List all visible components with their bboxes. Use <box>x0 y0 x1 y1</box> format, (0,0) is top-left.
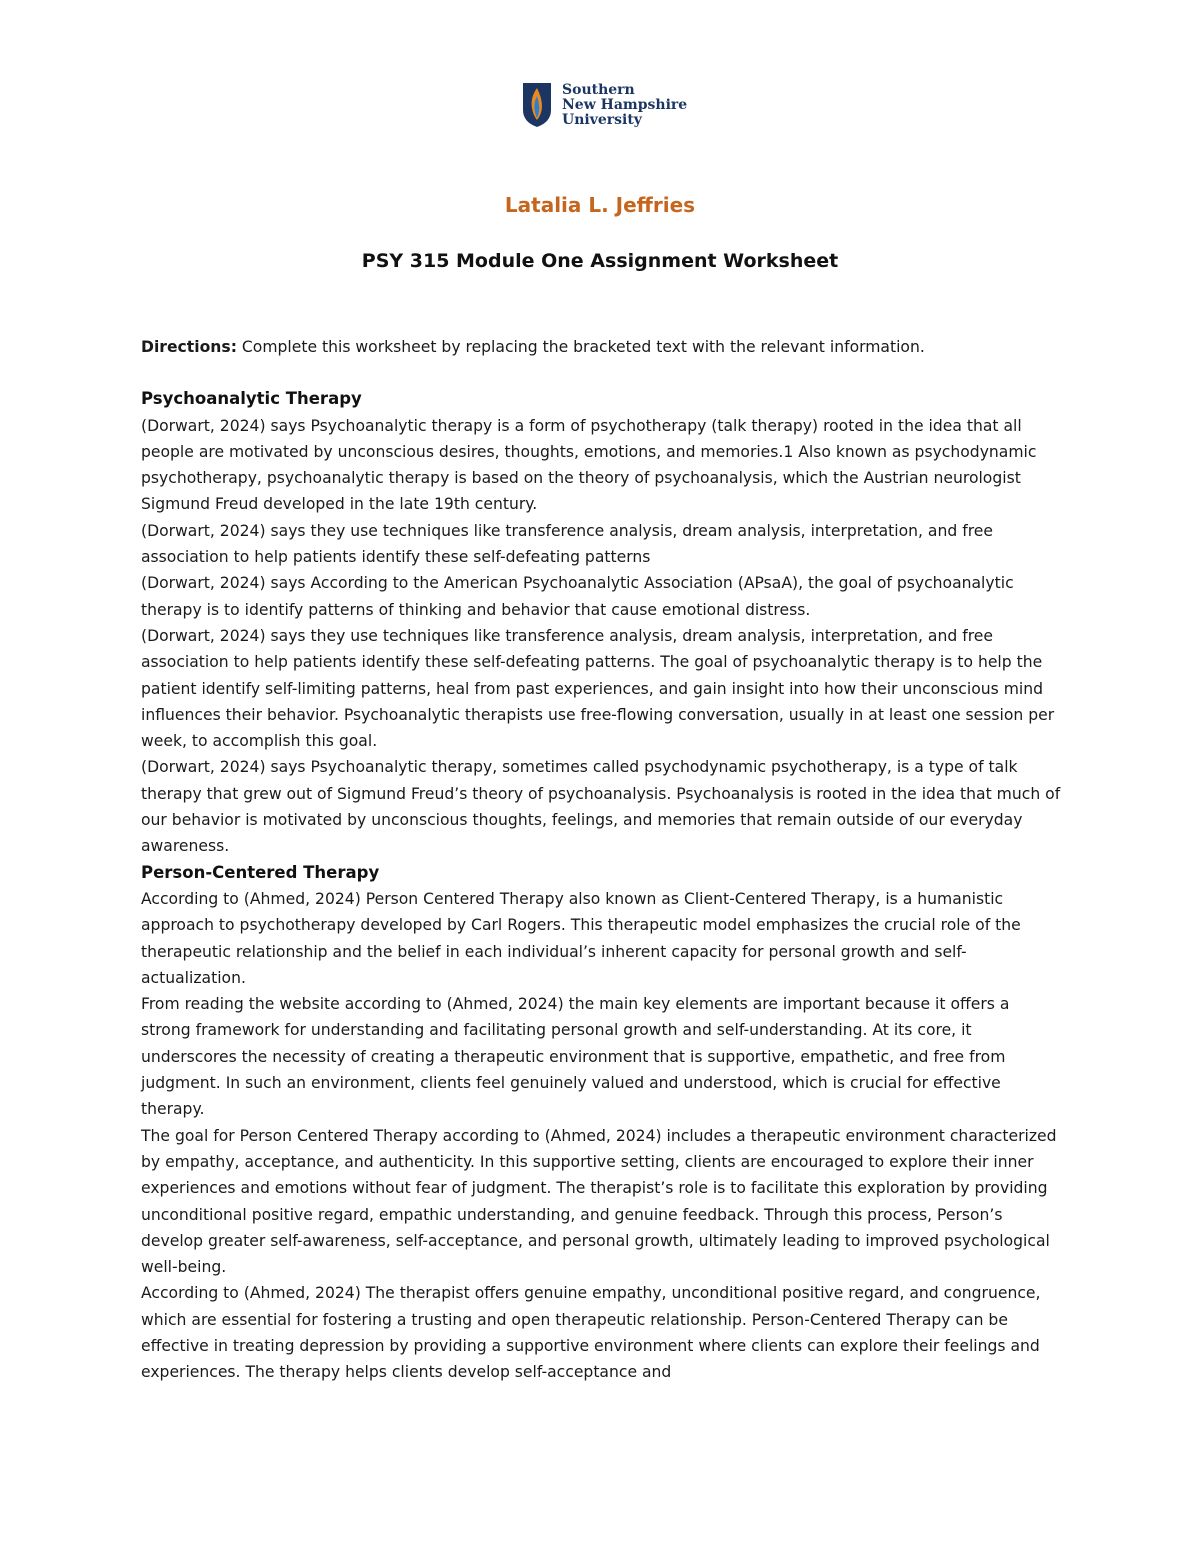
paragraph: From reading the website according to (Ahmed, 2024) the main key elements are important because it offers a strong framework for understanding and facilitating personal growth and self-understanding. At its core, it underscores the necessity of creating a therapeutic environment that is supportive, empathetic, and free from judgment. In such an environment, clients feel genuinely valued and understood, which is crucial for effective therapy. <box>141 995 1010 1119</box>
document-body <box>141 334 1061 1386</box>
logo-line-2: New Hampshire <box>562 96 688 113</box>
paragraph: According to (Ahmed, 2024) The therapist offers genuine empathy, unconditional positive regard, and congruence, which are essential for fostering a trusting and open therapeutic relationship. Person-Centered Therapy can be effective in treating depression by providing a supportive environment where clients can explore their feelings and experiences. The therapy helps clients develop self-acceptance and <box>141 1284 1041 1382</box>
shield-flame-icon <box>522 82 552 128</box>
paragraph: According to (Ahmed, 2024) Person Centered Therapy also known as Client-Centered Therapy, is a humanistic approach to psychotherapy developed by Carl Rogers. This therapeutic model emphasizes the crucial role of the therapeutic relationship and the belief in each individual’s inherent capacity for personal growth and self-actualization. <box>141 889 1021 987</box>
paragraph: (Dorwart, 2024) says Psychoanalytic therapy, sometimes called psychodynamic psychotherapy, is a type of talk therapy that grew out of Sigmund Freud’s theory of psychoanalysis. Psychoanalysis is rooted in the idea that much of our behavior is motivated by unconscious thoughts, feelings, and memories that remain outside of our everyday awareness. <box>141 758 1061 856</box>
paragraph: The goal for Person Centered Therapy according to (Ahmed, 2024) includes a therapeutic environment characterized by empathy, acceptance, and authenticity. In this supportive setting, clients are encouraged to explore their inner experiences and emotions without fear of judgment. The therapist’s role is to facilitate this exploration by providing unconditional positive regard, empathic understanding, and genuine feedback. Through this process, Person’s develop greater self-awareness, self-acceptance, and personal growth, ultimately leading to improved psychological well-being. <box>141 1126 1057 1277</box>
paragraph: (Dorwart, 2024) says they use techniques like transference analysis, dream analysis, interpretation, and free association to help patients identify these self-defeating patterns <box>141 521 993 567</box>
paragraph: (Dorwart, 2024) says Psychoanalytic therapy is a form of psychotherapy (talk therapy) rooted in the idea that all people are motivated by unconscious desires, thoughts, emotions, and memories.1 Also known as psychodynamic psychotherapy, psychoanalytic therapy is based on the theory of psychoanalysis, which the Austrian neurologist Sigmund Freud developed in the late 19th century. <box>141 416 1037 514</box>
directions-text: Complete this worksheet by replacing the bracketed text with the relevant information. <box>236 338 925 356</box>
directions <box>141 334 1061 360</box>
paragraph: (Dorwart, 2024) says According to the American Psychoanalytic Association (APsaA), the goal of psychoanalytic therapy is to identify patterns of thinking and behavior that cause emotional distress. <box>141 574 1014 619</box>
snhu-logo <box>522 82 687 128</box>
logo-line-1: Southern <box>562 81 635 98</box>
paragraph: (Dorwart, 2024) says they use techniques like transference analysis, dream analysis, interpretation, and free association to help patients identify these self-defeating patterns. The goal of psychoanalytic therapy is to help the patient identify self-limiting patterns, heal from past experiences, and gain insight into how their unconscious mind influences their behavior. Psychoanalytic therapists use free-flowing conversation, usually in at least one session per week, to accomplish this goal. <box>141 626 1055 751</box>
section-heading-person-centered: Person-Centered Therapy <box>141 862 380 882</box>
directions-label: Directions: <box>141 338 237 356</box>
logo-line-3: University <box>562 111 642 128</box>
author-name: Latalia L. Jeffries <box>504 193 696 217</box>
document-title: PSY 315 Module One Assignment Worksheet <box>361 250 839 272</box>
logo-wordmark <box>562 83 687 128</box>
section-heading-psychoanalytic: Psychoanalytic Therapy <box>141 389 362 409</box>
